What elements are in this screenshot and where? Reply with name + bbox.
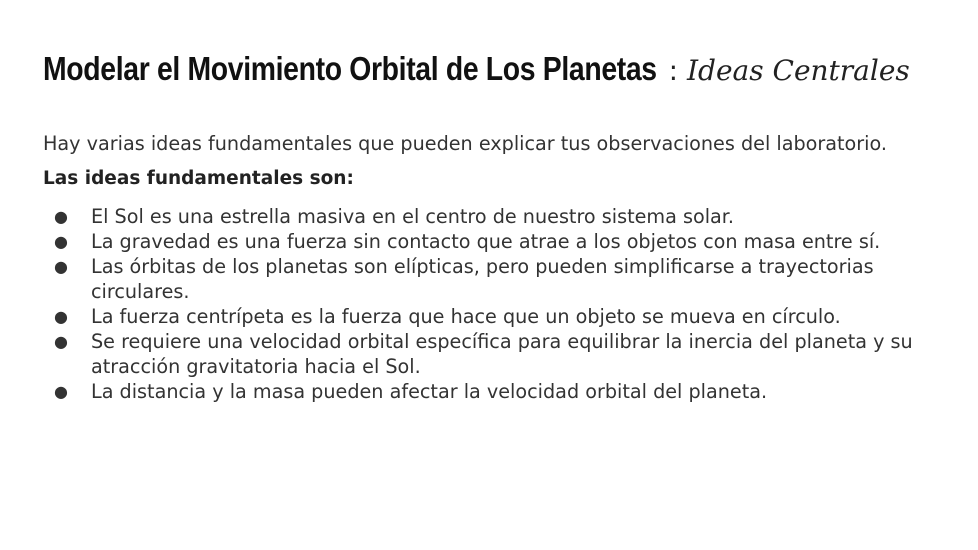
bullet-text: Las órbitas de los planetas son elípticas, pero pueden simplificarse a trayectorias circulares. — [91, 255, 874, 303]
bullet-text: Se requiere una velocidad orbital específica para equilibrar la inercia del planeta y su atracción gravitatoria hacia el Sol. — [91, 330, 913, 378]
bullet-dot-icon: ● — [54, 207, 68, 226]
bullet-item — [43, 229, 933, 254]
bullet-item — [43, 254, 933, 304]
bullet-dot-icon: ● — [54, 332, 68, 351]
title-main-text: Modelar el Movimiento Orbital de Los Planetas — [43, 50, 657, 87]
title-subtitle-text: Ideas Centrales — [687, 54, 910, 87]
slide-title — [43, 52, 910, 85]
bullet-item — [43, 304, 933, 329]
ideas-bullet-list — [43, 204, 933, 404]
bullet-text: El Sol es una estrella masiva en el centro de nuestro sistema solar. — [91, 205, 735, 228]
bullet-item — [43, 379, 933, 404]
slide-body — [43, 131, 933, 404]
ideas-subheading: Las ideas fundamentales son: — [43, 168, 354, 189]
bullet-dot-icon: ● — [54, 232, 68, 251]
bullet-dot-icon: ● — [54, 307, 68, 326]
bullet-item — [43, 204, 933, 229]
title-separator: : — [668, 54, 687, 87]
bullet-dot-icon: ● — [54, 382, 68, 401]
bullet-item — [43, 329, 933, 379]
bullet-text: La distancia y la masa pueden afectar la velocidad orbital del planeta. — [91, 380, 768, 403]
intro-paragraph: Hay varias ideas fundamentales que pueden explicar tus observaciones del laboratorio. — [43, 132, 888, 155]
bullet-text: La gravedad es una fuerza sin contacto que atrae a los objetos con masa entre sí. — [91, 230, 881, 253]
bullet-text: La fuerza centrípeta es la fuerza que hace que un objeto se mueva en círculo. — [91, 305, 841, 328]
bullet-dot-icon: ● — [54, 257, 68, 276]
